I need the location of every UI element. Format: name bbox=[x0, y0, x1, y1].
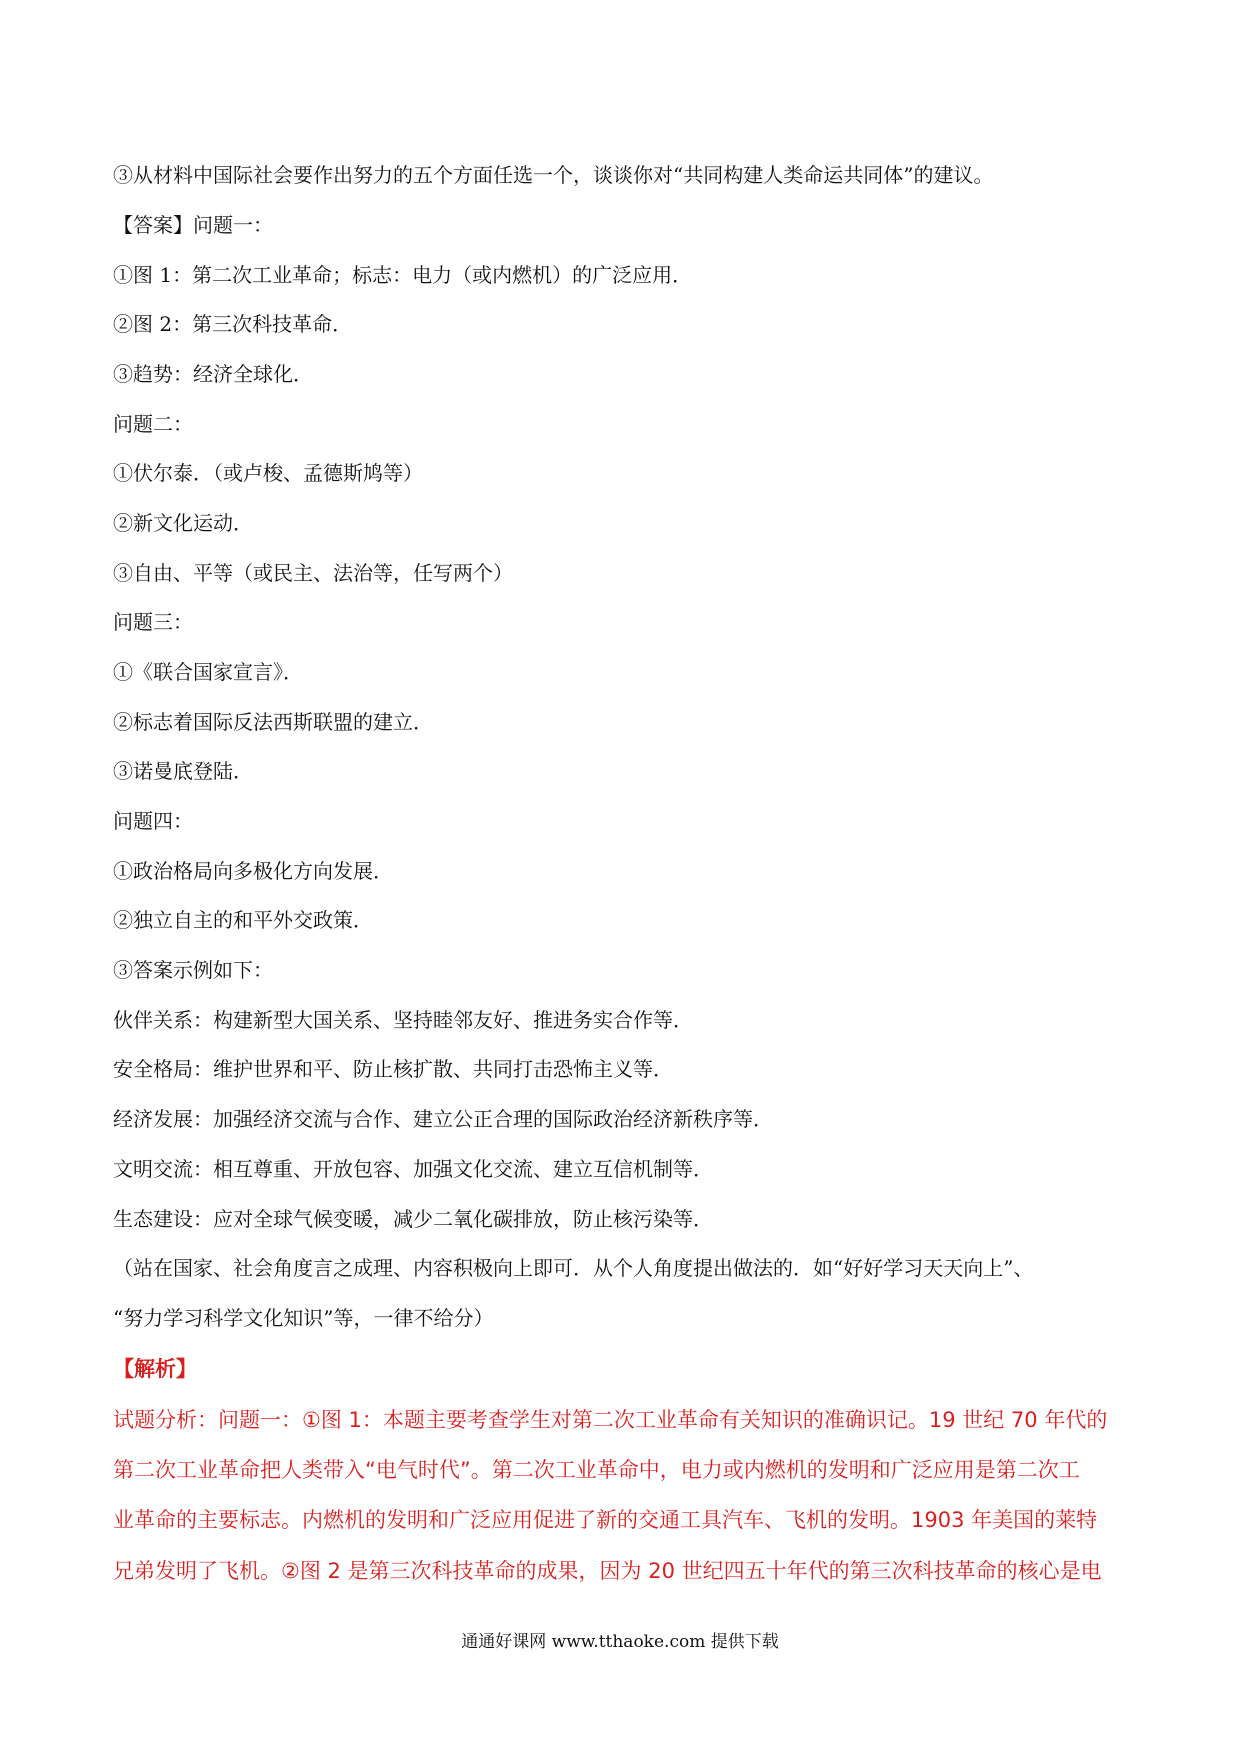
answer-line: ③趋势：经济全球化． bbox=[113, 362, 313, 386]
page-footer: 通通好课网 www.tthaoke.com 提供下载 bbox=[461, 1632, 779, 1652]
analysis-line: 试题分析：问题一：①图 1：本题主要考查学生对第二次工业革命有关知识的准确识记。19 世纪 70 年代的 bbox=[113, 1408, 1108, 1432]
answer-line: ②新文化运动． bbox=[113, 511, 253, 535]
answer-note: “努力学习科学文化知识”等，一律不给分） bbox=[113, 1306, 494, 1330]
question-text: ③从材料中国际社会要作出努力的五个方面任选一个，谈谈你对“共同构建人类命运共同体”的建议。 bbox=[113, 163, 994, 187]
answer-line: 伙伴关系：构建新型大国关系、坚持睦邻友好、推进务实合作等． bbox=[113, 1008, 693, 1032]
answer-subheading: 问题二： bbox=[113, 412, 193, 436]
analysis-line: 兄弟发明了飞机。②图 2 是第三次科技革命的成果，因为 20 世纪四五十年代的第三次科技革命的核心是电 bbox=[113, 1559, 1102, 1583]
answer-heading: 【答案】问题一： bbox=[113, 213, 273, 237]
answer-line: ②图 2：第三次科技革命． bbox=[113, 312, 353, 336]
answer-line: 经济发展：加强经济交流与合作、建立公正合理的国际政治经济新秩序等． bbox=[113, 1107, 773, 1131]
answer-line: ①《联合国家宣言》． bbox=[113, 660, 303, 684]
answer-subheading: 问题三： bbox=[113, 610, 193, 634]
answer-line: ①伏尔泰．（或卢梭、孟德斯鸠等） bbox=[113, 461, 423, 485]
answer-line: ②独立自主的和平外交政策． bbox=[113, 908, 373, 932]
answer-line: ①图 1：第二次工业革命；标志：电力（或内燃机）的广泛应用． bbox=[113, 263, 693, 287]
answer-line: ②标志着国际反法西斯联盟的建立． bbox=[113, 710, 433, 734]
answer-line: ③自由、平等（或民主、法治等，任写两个） bbox=[113, 561, 513, 585]
analysis-line: 业革命的主要标志。内燃机的发明和广泛应用促进了新的交通工具汽车、飞机的发明。1903 年美国的莱特 bbox=[113, 1508, 1098, 1532]
answer-line: ③答案示例如下： bbox=[113, 958, 273, 982]
analysis-line: 第二次工业革命把人类带入“电气时代”。第二次工业革命中，电力或内燃机的发明和广泛应用是第二次工 bbox=[113, 1458, 1080, 1482]
answer-line: 安全格局：维护世界和平、防止核扩散、共同打击恐怖主义等． bbox=[113, 1057, 673, 1081]
answer-line: 生态建设：应对全球气候变暖，减少二氧化碳排放，防止核污染等． bbox=[113, 1207, 713, 1231]
answer-subheading: 问题四： bbox=[113, 809, 193, 833]
analysis-heading: 【解析】 bbox=[113, 1357, 197, 1381]
answer-line: ①政治格局向多极化方向发展． bbox=[113, 859, 393, 883]
answer-note: （站在国家、社会角度言之成理、内容积极向上即可．从个人角度提出做法的．如“好好学习天天向上”、 bbox=[113, 1256, 1034, 1280]
answer-line: ③诺曼底登陆． bbox=[113, 759, 253, 783]
answer-line: 文明交流：相互尊重、开放包容、加强文化交流、建立互信机制等． bbox=[113, 1157, 713, 1181]
